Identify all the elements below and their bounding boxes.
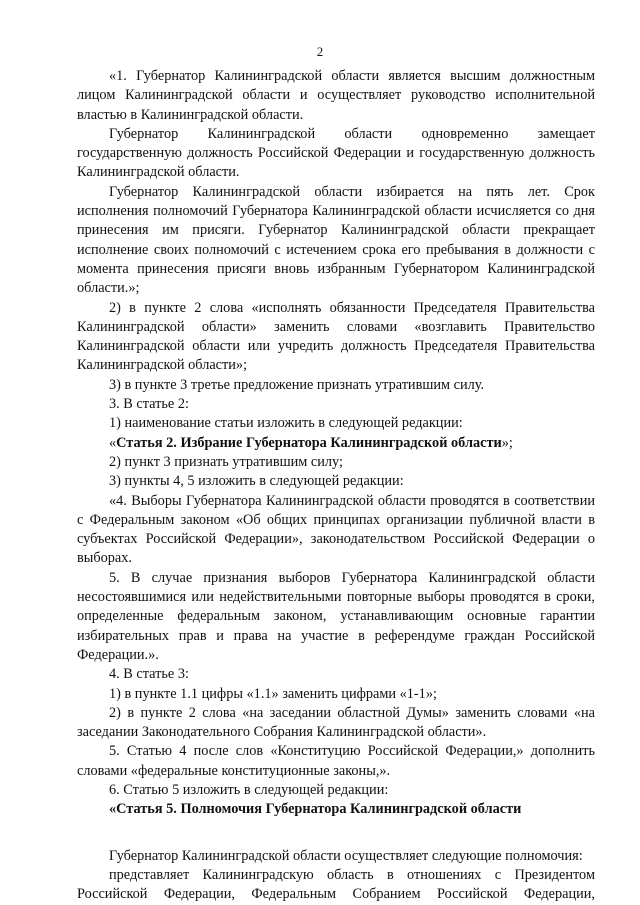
paragraph-article-2-name: 1) наименование статьи изложить в следующей редакции: bbox=[109, 415, 463, 432]
paragraph-repeat-elections: 5. В случае признания выборов Губернатора Калининградской области несостоявшимися или недействительными повторные выборы проводятся в сроки, определенные федеральным законом, устанавливающим основные гарантии избирательных прав и права на участие в референдуме граждан Российской Федерации.». bbox=[77, 569, 595, 663]
article-5-title: «Статья 5. Полномочия Губернатора Калининградской области bbox=[109, 801, 522, 818]
spacer bbox=[77, 820, 595, 847]
paragraph-article-4: 5. Статью 4 после слов «Конституцию Российской Федерации,» дополнить словами «федеральные конституционные законы,». bbox=[77, 743, 595, 779]
document-body bbox=[77, 67, 595, 904]
page-number: 2 bbox=[316, 44, 324, 59]
paragraph-article-2-item-3: 2) пункт 3 признать утратившим силу; bbox=[109, 453, 343, 470]
paragraph-represents: представляет Калининградскую область в отношениях с Президентом Российской Федерации, Федеральным Собранием Российской Федерации, bbox=[77, 866, 595, 903]
article-2-title: Статья 2. Избрание Губернатора Калининградской области bbox=[116, 434, 502, 451]
paragraph-governor-status: «1. Губернатор Калининградской области является высшим должностным лицом Калининградской области и осуществляет руководство исполнительной властью в Калининградской области. bbox=[77, 68, 595, 123]
paragraph-article-3-item-2: 2) в пункте 2 слова «на заседании областной Думы» заменить словами «на заседании Законодательного Собрания Калининградской области». bbox=[77, 704, 595, 741]
paragraph-item-2-words: 2) в пункте 2 слова «исполнять обязанности Председателя Правительства Калининградской области» заменить словами «возглавить Правительство Калининградской области или учредить должность Председателя Правительства Калининградской области»; bbox=[77, 299, 595, 374]
paragraph-item-3-sentence: 3) в пункте 3 третье предложение признать утратившим силу. bbox=[109, 376, 485, 393]
paragraph-article-2-heading: 3. В статье 2: bbox=[109, 396, 189, 413]
article-2-open-quote: « bbox=[109, 434, 117, 451]
paragraph-governor-powers-intro: Губернатор Калининградской области осуществляет следующие полномочия: bbox=[109, 847, 583, 864]
paragraph-article-5-intro: 6. Статью 5 изложить в следующей редакции: bbox=[109, 781, 389, 798]
paragraph-elections: «4. Выборы Губернатора Калининградской области проводятся в соответствии с Федеральным законом «Об общих принципах организации публичной власти в субъектах Российской Федерации», законодательством Российской Федерации о выборах. bbox=[77, 492, 595, 567]
paragraph-governor-term: Губернатор Калининградской области избирается на пять лет. Срок исполнения полномочий Губернатора Калининградской области исчисляется со дня принесения им присяги. Губернатор Калининградской области прекращает исполнение своих полномочий с истечением срока его пребывания в должности с момента принесения присяги вновь избранным Губернатором Калининградской области.»; bbox=[77, 183, 595, 297]
paragraph-article-2-title bbox=[77, 434, 595, 453]
paragraph-governor-position: Губернатор Калининградской области одновременно замещает государственную должность Российской Федерации и государственную должность Калининградской области. bbox=[77, 125, 595, 181]
paragraph-article-2-items-4-5: 3) пункты 4, 5 изложить в следующей редакции: bbox=[109, 473, 404, 490]
article-2-close: »; bbox=[501, 434, 513, 451]
paragraph-article-3-heading: 4. В статье 3: bbox=[109, 666, 189, 683]
paragraph-article-3-item-1: 1) в пункте 1.1 цифры «1.1» заменить цифрами «1-1»; bbox=[109, 685, 437, 702]
